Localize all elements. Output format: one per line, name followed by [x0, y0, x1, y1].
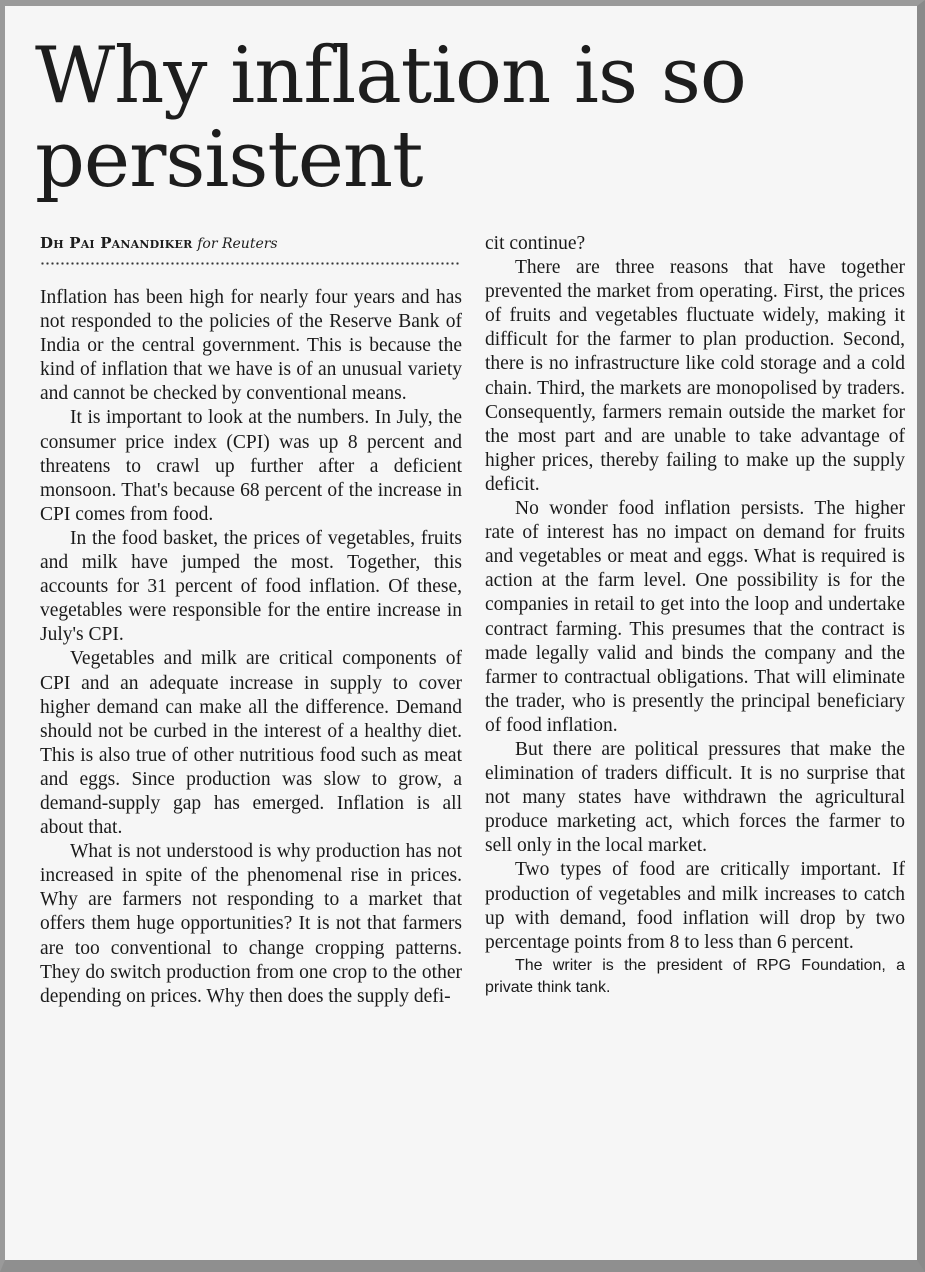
paragraph-continuation: cit continue? — [485, 233, 586, 254]
paragraph: In the food basket, the prices of vegetables, fruits and milk have jumped the most. Together, this accounts for 31 percent of food inflation. Of these, vegetables were responsible for the entire increase in July's CPI. — [40, 527, 462, 646]
paragraph: It is important to look at the numbers. In July, the consumer price index (CPI) was up 8 percent and threatens to crawl up further after a deficient monsoon. That's because 68 percent of the increase in CPI comes from food. — [40, 407, 462, 525]
dotted-divider — [40, 262, 460, 265]
byline — [40, 234, 460, 252]
paragraph: But there are political pressures that make the elimination of traders difficult. It is no surprise that not many states have withdrawn the agricultural produce marketing act, which forces the farmer to sell only in the local market. — [485, 738, 905, 857]
author-footnote: The writer is the president of RPG Foundation, a private think tank. — [485, 956, 905, 996]
paragraph: Vegetables and milk are critical components of CPI and an adequate increase in supply to cover higher demand can make all the difference. Demand should not be curbed in the interest of a healthy diet. This is also true of other nutritious food such as meat and eggs. Since production was slow to grow, a demand-supply gap has emerged. Inflation is all about that. — [40, 648, 462, 839]
byline-author: Dh Pai Panandiker — [40, 234, 193, 252]
paragraph: There are three reasons that have together prevented the market from operating. First, the prices of fruits and vegetables fluctuate widely, making it difficult for the farmer to plan production. Second, there is no infrastructure like cold storage and a cold chain. Third, the markets are monopolised by traders. Consequently, farmers remain outside the market for the most part and are unable to take advantage of higher prices, thereby failing to make up the supply deficit. — [485, 257, 905, 495]
right-column — [485, 232, 905, 999]
paragraph: What is not understood is why production has not increased in spite of the phenomenal rise in prices. Why are farmers not responding to a market that offers them huge opportunities? It is not that farmers are too conventional to change cropping patterns. They do switch production from one crop to the other depending on prices. Why then does the supply defi- — [40, 841, 462, 1007]
paragraph: Inflation has been high for nearly four years and has not responded to the policies of the Reserve Bank of India or the central government. This is because the kind of inflation that we have is of an unusual variety and cannot be checked by conventional means. — [40, 287, 462, 405]
left-column — [40, 286, 462, 1009]
paragraph: Two types of food are critically important. If production of vegetables and milk increases to catch up with demand, food inflation will drop by two percentage points from 8 to less than 6 percent. — [485, 859, 905, 953]
byline-credit: for Reuters — [197, 236, 278, 252]
paragraph: No wonder food inflation persists. The higher rate of interest has no impact on demand for fruits and vegetables or meat and eggs. What is required is action at the farm level. One possibility is for the companies in retail to get into the loop and undertake contract farming. This presumes that the contract is made legally valid and binds the company and the farmer to contractual obligations. That will eliminate the trader, who is presently the principal beneficiary of food inflation. — [485, 498, 905, 736]
headline: Why inflation is so persistent — [35, 31, 746, 205]
